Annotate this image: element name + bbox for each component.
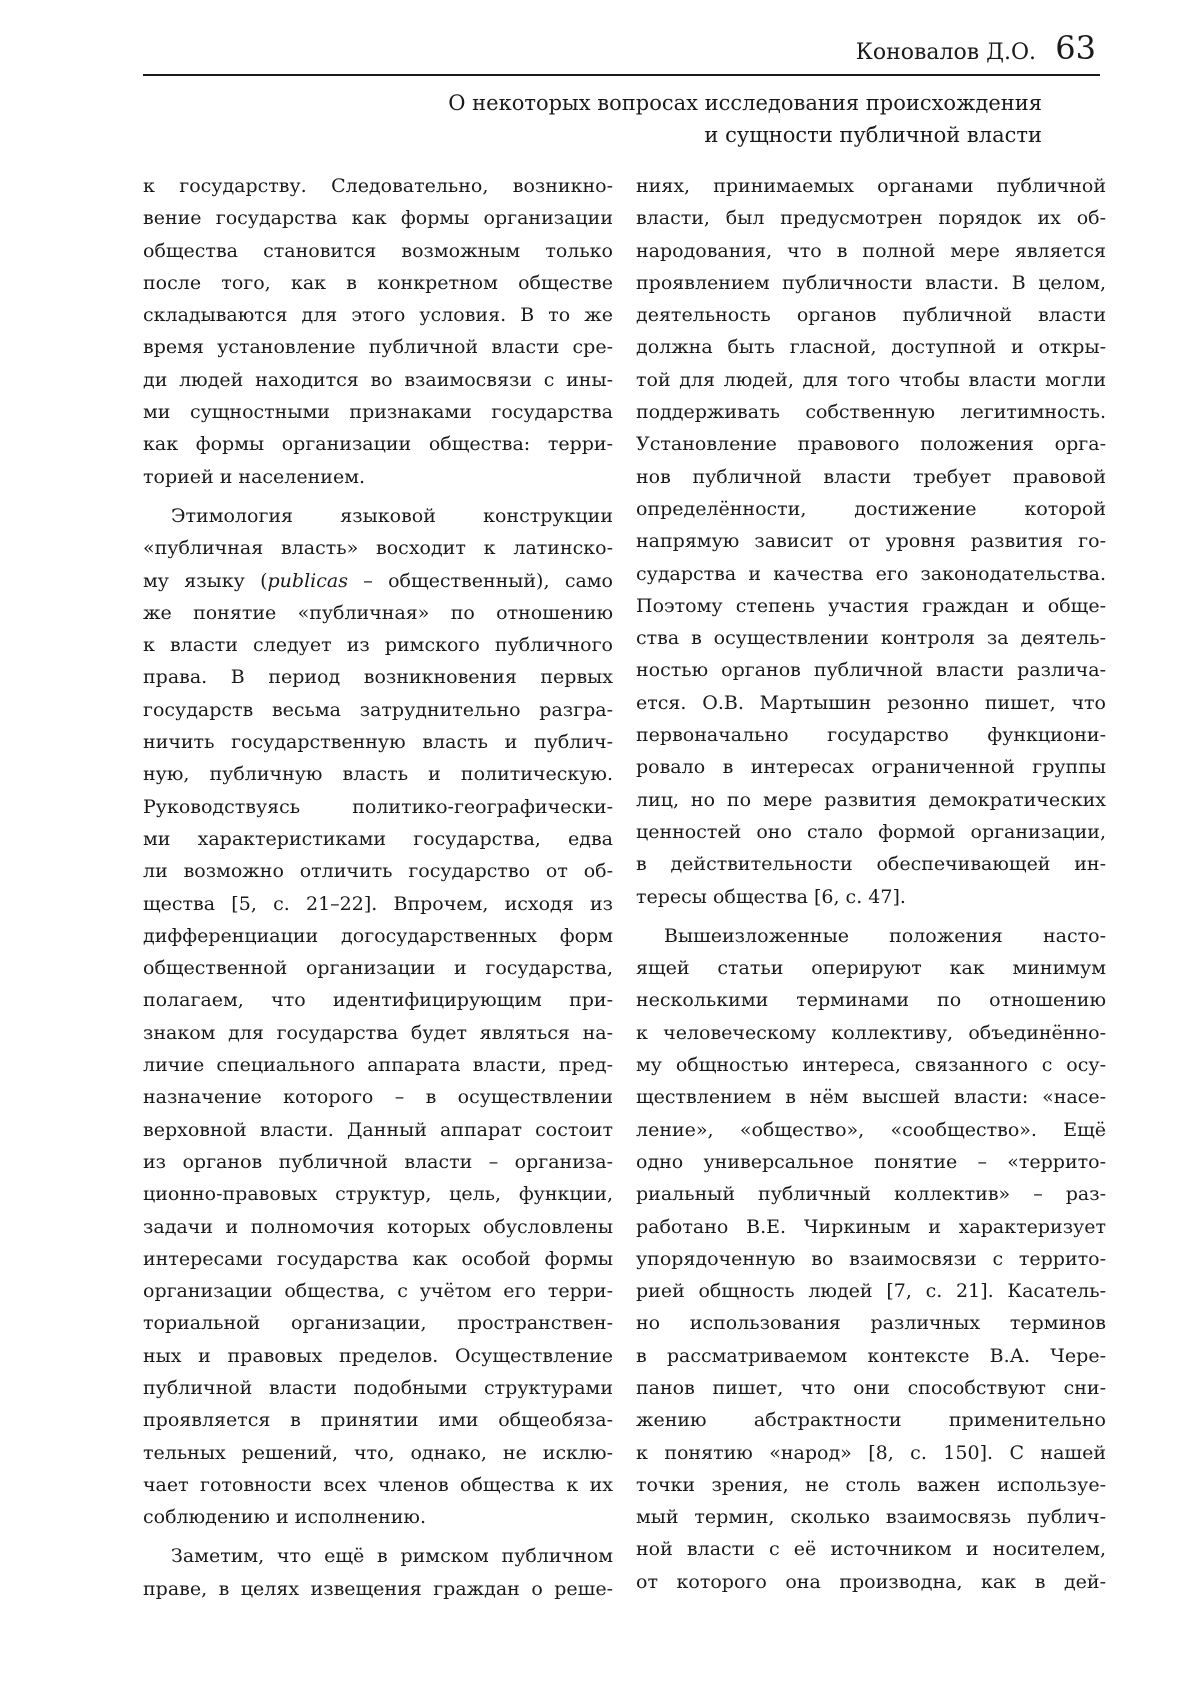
text-line: несколькими терминами по отношению (636, 989, 1106, 1012)
text-line: му общностью интереса, связанного с осу- (636, 1054, 1106, 1077)
text-line: праве, в целях извещения граждан о реше- (143, 1577, 613, 1600)
left-column (143, 170, 613, 1605)
right-column (636, 170, 1106, 1598)
text-line: панов пишет, что они способствуют сни- (636, 1376, 1106, 1399)
text-line: личие специального аппарата власти, пред- (143, 1054, 613, 1077)
page-number: 63 (1055, 29, 1096, 67)
text-line: Установление правового положения орга- (636, 433, 1106, 456)
text-line: напрямую зависит от уровня развития го- (636, 530, 1106, 553)
text-line: верховной власти. Данный аппарат состоит (143, 1118, 613, 1141)
text-fragment: – общественный), само (347, 569, 613, 592)
text-line: Заметим, что ещё в римском публичном (171, 1545, 613, 1568)
text-line: ли возможно отличить государство от об- (143, 860, 613, 883)
text-line: же понятие «публичная» по отношению (143, 601, 613, 624)
text-line: от которого она производна, как в дей- (636, 1570, 1106, 1593)
text-line: к человеческому коллективу, объединённо- (636, 1021, 1106, 1044)
text-line: риальный публичный коллектив» – раз- (636, 1183, 1106, 1206)
text-line: торией и населением. (143, 465, 366, 488)
text-line: общества становится возможным только (143, 239, 613, 262)
text-line: ми характеристиками государства, едва (143, 827, 613, 850)
text-line: ства в осуществлении контроля за деятель- (636, 627, 1106, 650)
text-line: Вышеизложенные положения насто- (664, 924, 1106, 947)
text-line: мый термин, сколько взаимосвязь публич- (636, 1506, 1106, 1529)
text-line: как формы организации общества: терри- (143, 433, 613, 456)
text-line: ществлением в нём высшей власти: «насе- (636, 1086, 1106, 1109)
text-line: ториальной организации, пространствен- (143, 1312, 613, 1335)
text-line: ми сущностными признаками государства (143, 401, 613, 424)
text-line: ных и правовых пределов. Осуществление (143, 1344, 613, 1367)
text-line: должна быть гласной, доступной и откры- (636, 336, 1106, 359)
text-line: время установление публичной власти сре- (143, 336, 613, 359)
text-line: рией общность людей [7, с. 21]. Касатель- (636, 1280, 1106, 1303)
text-line: ление», «общество», «сообщество». Ещё (636, 1118, 1106, 1141)
text-line: но использования различных терминов (636, 1312, 1106, 1335)
text-line: жению абстрактности применительно (636, 1409, 1106, 1432)
text-line: ционно-правовых структур, цель, функции, (143, 1183, 613, 1206)
text-line: Руководствуясь политико-географически- (143, 795, 613, 818)
text-line: деятельность органов публичной власти (636, 304, 1106, 327)
text-line: ностью органов публичной власти различа- (636, 659, 1106, 682)
text-line: соблюдению и исполнению. (143, 1506, 426, 1529)
text-line: ровало в интересах ограниченной группы (636, 756, 1106, 779)
text-line: ничить государственную власть и публич- (143, 731, 613, 754)
text-line: ценностей оно стало формой организации, (636, 820, 1106, 843)
text-line: щества [5, с. 21–22]. Впрочем, исходя из (143, 892, 613, 915)
header-article-title-line: О некоторых вопросах исследования происхождения (448, 91, 1042, 115)
text-line: ную, публичную власть и политическую. (143, 763, 613, 786)
text-line: ется. О.В. Мартышин резонно пишет, что (636, 691, 1106, 714)
text-line: к понятию «народ» [8, с. 150]. С нашей (636, 1441, 1106, 1464)
text-line: лиц, но по мере развития демократических (636, 788, 1106, 811)
text-line: тельных решений, что, однако, не исклю- (143, 1441, 613, 1464)
text-line: ной власти с её источником и носителем, (636, 1538, 1106, 1561)
text-line: государств весьма затруднительно разгра- (143, 698, 613, 721)
text-line: к власти следует из римского публичного (143, 634, 613, 657)
running-header (143, 26, 1100, 76)
text-line: власти, был предусмотрен порядок их об- (636, 207, 1106, 230)
header-article-title (448, 87, 1042, 151)
text-line: интересами государства как особой формы (143, 1247, 613, 1270)
text-line: упорядоченную во взаимосвязи с террито- (636, 1247, 1106, 1270)
text-line: нов публичной власти требует правовой (636, 465, 1106, 488)
text-line: задачи и полномочия которых обусловлены (143, 1215, 613, 1238)
text-line: первоначально государство функциони- (636, 724, 1106, 747)
header-author: Коновалов Д.О. (855, 40, 1036, 65)
text-line: той для людей, для того чтобы власти могли (636, 368, 1106, 391)
text-line: ящей статьи оперируют как минимум (636, 957, 1106, 980)
text-line: права. В период возникновения первых (143, 666, 613, 689)
text-line: складываются для этого условия. В то же (143, 304, 613, 327)
text-line: точки зрения, не столь важен используе- (636, 1473, 1106, 1496)
text-line: работано В.Е. Чиркиным и характеризует (636, 1215, 1106, 1238)
text-line: сударства и качества его законодательства. (636, 562, 1106, 585)
text-line: в рассматриваемом контексте В.А. Чере- (636, 1344, 1106, 1367)
text-line: Этимология языковой конструкции (171, 504, 613, 527)
text-line: ниях, принимаемых органами публичной (636, 175, 1106, 197)
text-line: из органов публичной власти – организа- (143, 1150, 613, 1173)
text-line: организации общества, с учётом его терри- (143, 1280, 613, 1303)
text-line: назначение которого – в осуществлении (143, 1086, 613, 1109)
text-line: ди людей находится во взаимосвязи с ины- (143, 368, 613, 391)
text-line: в действительности обеспечивающей ин- (636, 853, 1106, 876)
text-line (143, 565, 613, 597)
text-line: вение государства как формы организации (143, 207, 613, 230)
text-line: общественной организации и государства, (143, 957, 613, 980)
text-line: чает готовности всех членов общества к их (143, 1473, 613, 1496)
latin-term: publicas (267, 569, 348, 592)
header-article-title-line: и сущности публичной власти (704, 123, 1042, 147)
text-line: тересы общества [6, с. 47]. (636, 885, 906, 908)
text-line: Поэтому степень участия граждан и обще- (636, 594, 1106, 617)
text-line: полагаем, что идентифицирующим при- (143, 989, 613, 1012)
text-line: «публичная власть» восходит к латинско- (143, 537, 613, 560)
text-line: публичной власти подобными структурами (143, 1376, 613, 1399)
text-line: народования, что в полной мере является (636, 239, 1106, 262)
text-fragment: му языку ( (143, 569, 268, 592)
text-line: дифференциации догосударственных форм (143, 924, 613, 947)
text-line: одно универсальное понятие – «террито- (636, 1150, 1106, 1173)
text-line: после того, как в конкретном обществе (143, 271, 613, 294)
text-line: проявлением публичности власти. В целом, (636, 271, 1106, 294)
text-line: проявляется в принятии ими общеобяза- (143, 1409, 613, 1432)
text-line: поддерживать собственную легитимность. (636, 401, 1106, 424)
text-line: знаком для государства будет являться на- (143, 1021, 613, 1044)
text-line: к государству. Следовательно, возникно- (143, 175, 613, 197)
text-line: определённости, достижение которой (636, 497, 1106, 520)
